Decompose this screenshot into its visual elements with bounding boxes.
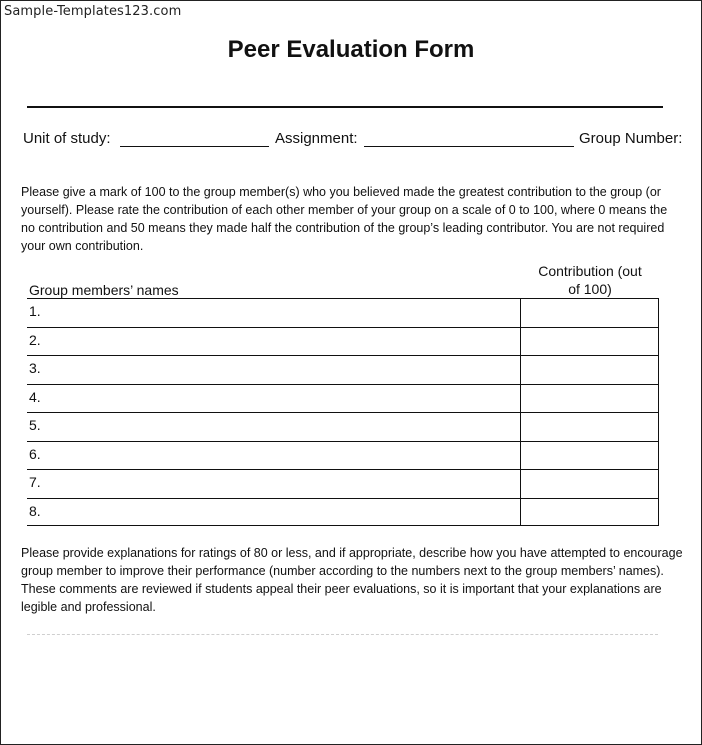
assignment-label: Assignment: xyxy=(275,130,358,147)
row-number: 4. xyxy=(29,388,41,405)
unit-of-study-label: Unit of study: xyxy=(23,130,111,147)
instruction-line: no contribution and 50 means they made half the contribution of the group’s leading contributor. You are not required xyxy=(21,221,665,235)
watermark: Sample-Templates123.com xyxy=(4,4,182,19)
instruction-line: your own contribution. xyxy=(21,239,144,253)
table-row[interactable] xyxy=(27,413,658,442)
row-number: 8. xyxy=(29,502,41,519)
table-row[interactable] xyxy=(27,442,658,471)
row-number: 3. xyxy=(29,360,41,376)
table-row[interactable] xyxy=(27,499,658,528)
row-number: 5. xyxy=(29,417,41,433)
explanation-line: legible and professional. xyxy=(21,600,156,614)
instruction-line: yourself). Please rate the contribution of each other member of your group on a scale of 0 to 100, where 0 means the xyxy=(21,203,668,217)
explanation-line: These comments are reviewed if students appeal their peer evaluations, so it is important that your explanations are xyxy=(21,582,662,596)
unit-of-study-field[interactable] xyxy=(120,146,269,147)
members-table xyxy=(27,298,659,526)
row-number: 7. xyxy=(29,474,41,490)
names-column-header: Group members’ names xyxy=(29,282,179,298)
table-row[interactable] xyxy=(27,299,658,328)
row-number: 2. xyxy=(29,331,41,348)
instructions-paragraph xyxy=(21,183,668,259)
explanations-paragraph xyxy=(21,544,683,620)
table-row[interactable] xyxy=(27,356,658,385)
contribution-header-line: Contribution (out xyxy=(538,263,642,279)
explanation-writing-line[interactable] xyxy=(27,634,658,635)
table-row[interactable] xyxy=(27,328,658,357)
row-number: 1. xyxy=(29,303,41,319)
row-number: 6. xyxy=(29,445,41,462)
contribution-column-header xyxy=(520,262,660,298)
contribution-header-line: of 100) xyxy=(568,281,612,297)
assignment-field[interactable] xyxy=(364,146,574,147)
table-row[interactable] xyxy=(27,470,658,499)
form-title: Peer Evaluation Form xyxy=(227,36,475,63)
explanation-line: Please provide explanations for ratings of 80 or less, and if appropriate, describe how you have attempted to encourage xyxy=(21,546,683,560)
table-row[interactable] xyxy=(27,385,658,414)
title-rule xyxy=(27,106,663,108)
group-number-label: Group Number: xyxy=(579,130,683,147)
instruction-line: Please give a mark of 100 to the group member(s) who you believed made the greatest contribution to the group (or xyxy=(21,185,661,199)
fields-row xyxy=(23,128,683,150)
explanation-line: group member to improve their performance (number according to the numbers next to the group members’ names). xyxy=(21,564,664,578)
